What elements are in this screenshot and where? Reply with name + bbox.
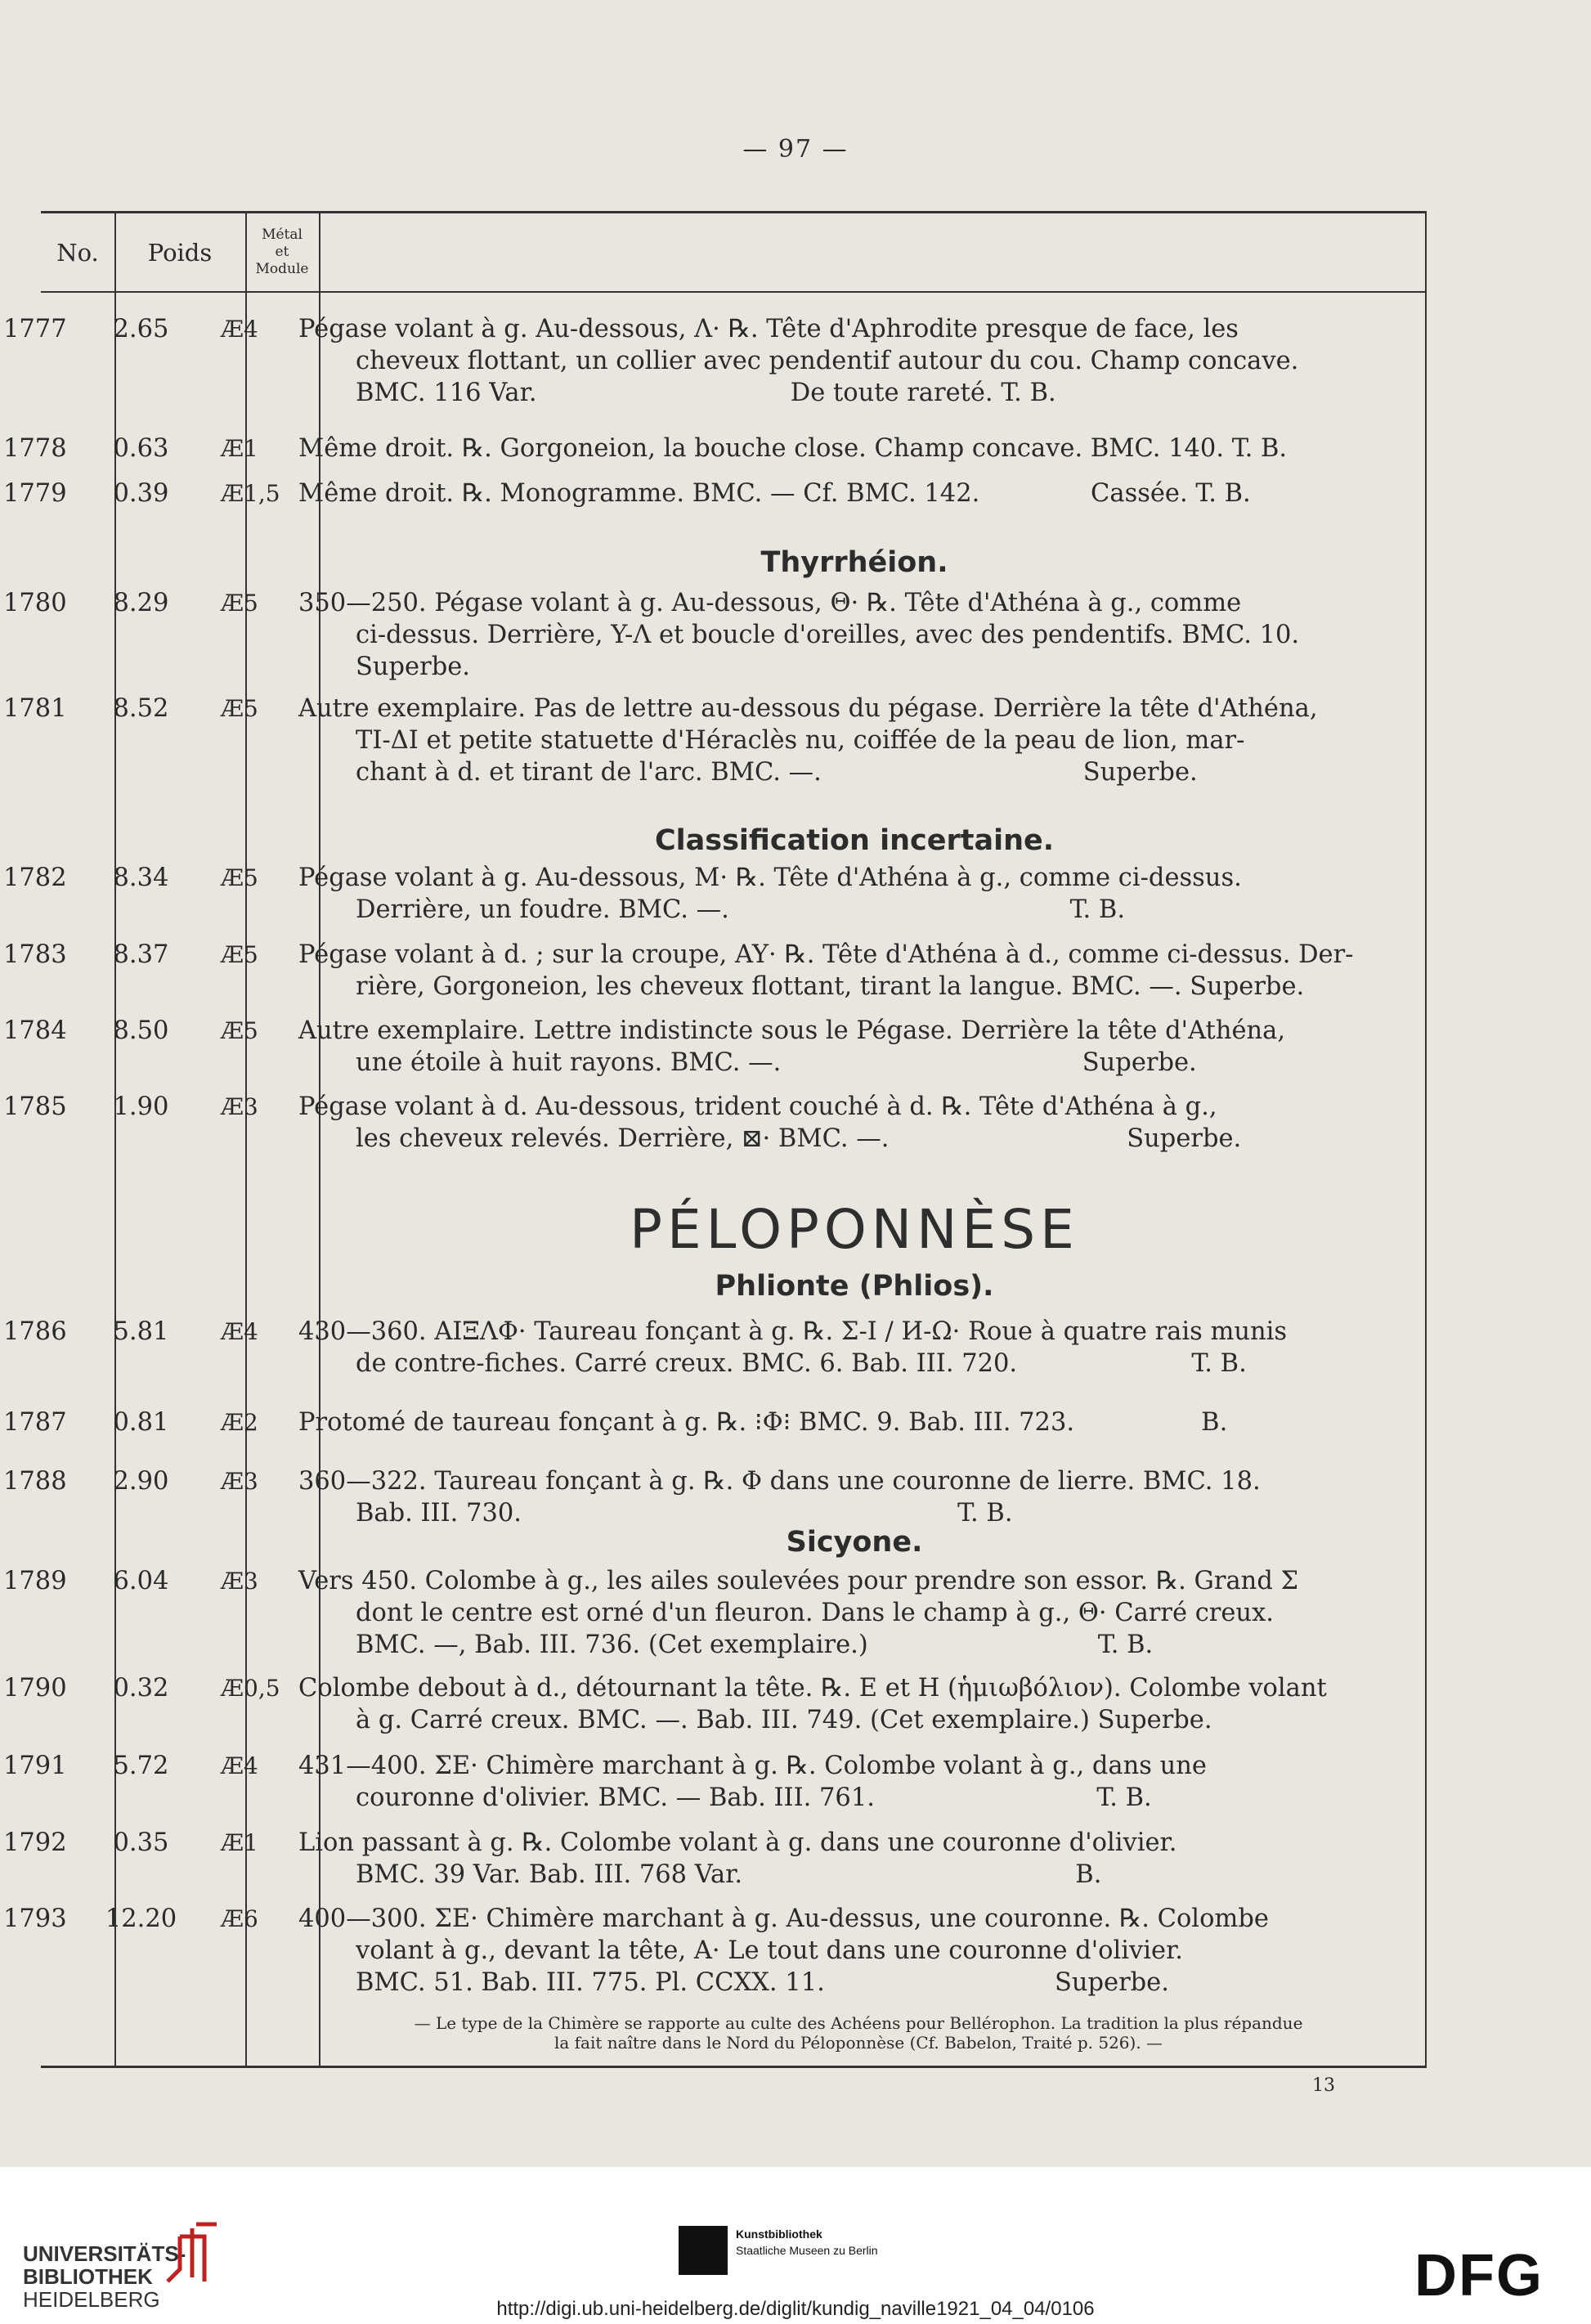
lot-description bbox=[298, 1465, 1409, 1529]
description-line: Pégase volant à g. Au-dessous, M· ℞. Tête d'Athéna à g., comme ci-dessus. bbox=[298, 864, 1242, 892]
weight-value: 8.50 bbox=[113, 1016, 169, 1045]
description-line: 431—400. ΣΕ· Chimère marchant à g. ℞. Colombe volant à g., dans une bbox=[298, 1752, 1207, 1780]
description-line: une étoile à huit rayons. BMC. —. Superbe. bbox=[356, 1048, 1197, 1077]
kunstbibliothek-text[interactable] bbox=[736, 2226, 878, 2259]
lot-description bbox=[298, 587, 1409, 683]
footnote bbox=[311, 2013, 1406, 2053]
lot-description bbox=[298, 1672, 1409, 1736]
description-line: ci-dessus. Derrière, Y-Λ et boucle d'oreilles, avec des pendentifs. BMC. 10. bbox=[356, 621, 1300, 649]
weight-value: 8.29 bbox=[113, 589, 169, 617]
metal-module: Æ5 bbox=[221, 695, 258, 722]
description-line: Pégase volant à d. Au-dessous, trident couché à d. ℞. Tête d'Athéna à g., bbox=[298, 1092, 1217, 1121]
description-line: rière, Gorgoneion, les cheveux flottant, tirant la langue. BMC. —. Superbe. bbox=[356, 972, 1305, 1001]
lot-number: 1782 bbox=[3, 864, 67, 892]
description-line: TI-ΔI et petite statuette d'Héraclès nu, coiffée de la peau de lion, mar- bbox=[356, 726, 1245, 755]
metal-module: Æ0,5 bbox=[221, 1675, 280, 1702]
kb-subtitle: Staatliche Museen zu Berlin bbox=[736, 2244, 878, 2257]
metal-module: Æ3 bbox=[221, 1093, 258, 1120]
weight-value: 12.20 bbox=[105, 1905, 177, 1933]
description-line: Vers 450. Colombe à g., les ailes soulevées pour prendre son essor. ℞. Grand Σ bbox=[298, 1567, 1299, 1595]
description-line: Même droit. ℞. Monogramme. BMC. — Cf. BMC. 142. Cassée. T. B. bbox=[298, 479, 1251, 508]
footnote-line: — Le type de la Chimère se rapporte au culte des Achéens pour Bellérophon. La tradition la plus répandue bbox=[414, 2013, 1303, 2033]
kb-title: Kunstbibliothek bbox=[736, 2228, 822, 2241]
description-line: 350—250. Pégase volant à g. Au-dessous, Θ· ℞. Tête d'Athéna à g., comme bbox=[298, 589, 1242, 617]
description-line: 360—322. Taureau fonçant à g. ℞. Φ dans une couronne de lierre. BMC. 18. bbox=[298, 1467, 1261, 1496]
column-divider bbox=[1425, 213, 1427, 2066]
metal-module: Æ5 bbox=[221, 864, 258, 891]
lot-description bbox=[298, 1827, 1409, 1891]
description-line: de contre-fiches. Carré creux. BMC. 6. Bab. III. 720. T. B. bbox=[356, 1349, 1247, 1378]
metal-module: Æ5 bbox=[221, 1017, 258, 1044]
header-metal-line: Module bbox=[255, 261, 309, 277]
description-line: Colombe debout à d., détournant la tête. ℞. E et H (ἡμιωβόλιον). Colombe volant bbox=[298, 1674, 1327, 1703]
lot-number: 1791 bbox=[3, 1752, 67, 1780]
weight-value: 0.81 bbox=[113, 1408, 169, 1437]
lot-description bbox=[298, 1316, 1409, 1380]
description-line: Autre exemplaire. Lettre indistincte sous le Pégase. Derrière la tête d'Athéna, bbox=[298, 1016, 1286, 1045]
metal-module: Æ1 bbox=[221, 435, 258, 462]
lot-number: 1783 bbox=[3, 940, 67, 969]
lot-description bbox=[298, 1750, 1409, 1814]
header-no: No. bbox=[56, 238, 99, 267]
weight-value: 0.63 bbox=[113, 434, 169, 463]
metal-module: Æ1 bbox=[221, 1829, 258, 1856]
lot-description bbox=[298, 939, 1409, 1003]
description-line: Protomé de taureau fonçant à g. ℞. ⁝Φ⁝ BMC. 9. Bab. III. 723. B. bbox=[298, 1408, 1228, 1437]
header-rule bbox=[41, 291, 1427, 293]
metal-module: Æ3 bbox=[221, 1568, 258, 1595]
header-metal-line: Métal bbox=[262, 227, 303, 243]
lot-number: 1777 bbox=[3, 315, 67, 343]
description-line: BMC. —, Bab. III. 736. (Cet exemplaire.) T. B. bbox=[356, 1631, 1154, 1659]
region-heading: PÉLOPONNÈSE bbox=[630, 1198, 1079, 1261]
lot-number: 1780 bbox=[3, 589, 67, 617]
lot-description bbox=[298, 1407, 1409, 1438]
description-line: 430—360. AIΞΛΦ· Taureau fonçant à g. ℞. Σ-I / И-Ω· Roue à quatre rais munis bbox=[298, 1317, 1288, 1346]
source-url[interactable]: http://digi.ub.uni-heidelberg.de/diglit/kundig_naville1921_04_04/0106 bbox=[496, 2298, 1095, 2320]
description-line: cheveux flottant, un collier avec pendentif autour du cou. Champ concave. bbox=[356, 347, 1299, 375]
weight-value: 0.32 bbox=[113, 1674, 169, 1703]
description-line: chant à d. et tirant de l'arc. BMC. —. Superbe. bbox=[356, 758, 1198, 787]
description-line: à g. Carré creux. BMC. —. Bab. III. 749. (Cet exemplaire.) Superbe. bbox=[356, 1706, 1212, 1734]
lot-description bbox=[298, 862, 1409, 926]
header-metal bbox=[245, 213, 319, 291]
description-line: Lion passant à g. ℞. Colombe volant à g. dans une couronne d'olivier. bbox=[298, 1828, 1177, 1857]
lot-number: 1789 bbox=[3, 1567, 67, 1595]
digitization-footer bbox=[0, 2167, 1591, 2324]
metal-module: Æ4 bbox=[221, 316, 258, 343]
weight-value: 8.37 bbox=[113, 940, 169, 969]
library-emblem-icon bbox=[164, 2220, 221, 2286]
description-line: Autre exemplaire. Pas de lettre au-dessous du pégase. Derrière la tête d'Athéna, bbox=[298, 694, 1318, 723]
description-line: 400—300. ΣΕ· Chimère marchant à g. Au-dessus, une couronne. ℞. Colombe bbox=[298, 1905, 1269, 1933]
section-heading: Classification incertaine. bbox=[654, 824, 1055, 857]
lot-number: 1788 bbox=[3, 1467, 67, 1496]
description-line: couronne d'olivier. BMC. — Bab. III. 761. T. B. bbox=[356, 1783, 1152, 1812]
section-heading: Sicyone. bbox=[786, 1526, 923, 1559]
description-line: Derrière, un foudre. BMC. —. T. B. bbox=[356, 895, 1126, 924]
weight-value: 2.90 bbox=[113, 1467, 169, 1496]
lot-description bbox=[298, 693, 1409, 788]
description-line: Pégase volant à g. Au-dessous, Λ· ℞. Tête d'Aphrodite presque de face, les bbox=[298, 315, 1239, 343]
metal-module: Æ3 bbox=[221, 1468, 258, 1495]
lot-description bbox=[298, 1015, 1409, 1079]
kunstbibliothek-logo-icon bbox=[679, 2226, 728, 2275]
metal-module: Æ5 bbox=[221, 590, 258, 617]
weight-value: 6.04 bbox=[113, 1567, 169, 1595]
header-poids: Poids bbox=[147, 238, 213, 267]
metal-module: Æ1,5 bbox=[221, 480, 280, 507]
weight-value: 0.35 bbox=[113, 1828, 169, 1857]
weight-value: 5.72 bbox=[113, 1752, 169, 1780]
lot-number: 1793 bbox=[3, 1905, 67, 1933]
lot-description bbox=[298, 1565, 1409, 1661]
lot-number: 1787 bbox=[3, 1408, 67, 1437]
lot-number: 1792 bbox=[3, 1828, 67, 1857]
description-line: Superbe. bbox=[356, 653, 470, 681]
description-line: les cheveux relevés. Derrière, ⊠· BMC. —. Superbe. bbox=[356, 1124, 1242, 1153]
section-heading: Thyrrhéion. bbox=[760, 546, 948, 579]
footnote-line: la fait naître dans le Nord du Péloponnèse (Cf. Babelon, Traité p. 526). — bbox=[553, 2033, 1163, 2053]
description-line: BMC. 51. Bab. III. 775. Pl. CCXX. 11. Superbe. bbox=[356, 1968, 1169, 1997]
header-metal-line: et bbox=[275, 244, 289, 260]
logo-text: UNIVERSITÄTS- bbox=[23, 2241, 186, 2266]
weight-value: 8.34 bbox=[113, 864, 169, 892]
description-line: Pégase volant à d. ; sur la croupe, AY· ℞. Tête d'Athéna à d., comme ci-dessus. Der- bbox=[298, 940, 1354, 969]
lot-description bbox=[298, 1091, 1409, 1155]
description-line: dont le centre est orné d'un fleuron. Dans le champ à g., Θ· Carré creux. bbox=[356, 1599, 1274, 1627]
weight-value: 0.39 bbox=[113, 479, 169, 508]
metal-module: Æ2 bbox=[221, 1409, 258, 1436]
lot-description bbox=[298, 313, 1409, 409]
weight-value: 2.65 bbox=[113, 315, 169, 343]
description-line: Bab. III. 730. T. B. bbox=[356, 1499, 1013, 1528]
metal-module: Æ5 bbox=[221, 941, 258, 968]
lot-description bbox=[298, 478, 1409, 509]
lot-number: 1784 bbox=[3, 1016, 67, 1045]
description-line: BMC. 116 Var. De toute rareté. T. B. bbox=[356, 379, 1056, 407]
lot-description bbox=[298, 1903, 1409, 1999]
lot-number: 1785 bbox=[3, 1092, 67, 1121]
metal-module: Æ6 bbox=[221, 1905, 258, 1932]
metal-module: Æ4 bbox=[221, 1318, 258, 1345]
section-heading: Phlionte (Phlios). bbox=[715, 1270, 994, 1303]
dfg-logo[interactable]: DFG bbox=[1414, 2243, 1544, 2308]
description-line: volant à g., devant la tête, A· Le tout dans une couronne d'olivier. bbox=[356, 1936, 1183, 1965]
logo-text: BIBLIOTHEK bbox=[23, 2264, 153, 2289]
lot-number: 1786 bbox=[3, 1317, 67, 1346]
weight-value: 1.90 bbox=[113, 1092, 169, 1121]
signature-mark: 13 bbox=[1312, 2075, 1335, 2096]
lot-number: 1778 bbox=[3, 434, 67, 463]
lot-number: 1790 bbox=[3, 1674, 67, 1703]
lot-number: 1781 bbox=[3, 694, 67, 723]
description-line: BMC. 39 Var. Bab. III. 768 Var. B. bbox=[356, 1860, 1102, 1889]
logo-text: HEIDELBERG bbox=[23, 2287, 160, 2312]
lot-description bbox=[298, 433, 1409, 464]
metal-module: Æ4 bbox=[221, 1752, 258, 1779]
page-number: — 97 — bbox=[742, 135, 849, 164]
weight-value: 8.52 bbox=[113, 694, 169, 723]
weight-value: 5.81 bbox=[113, 1317, 169, 1346]
lot-number: 1779 bbox=[3, 479, 67, 508]
description-line: Même droit. ℞. Gorgoneion, la bouche close. Champ concave. BMC. 140. T. B. bbox=[298, 434, 1288, 463]
